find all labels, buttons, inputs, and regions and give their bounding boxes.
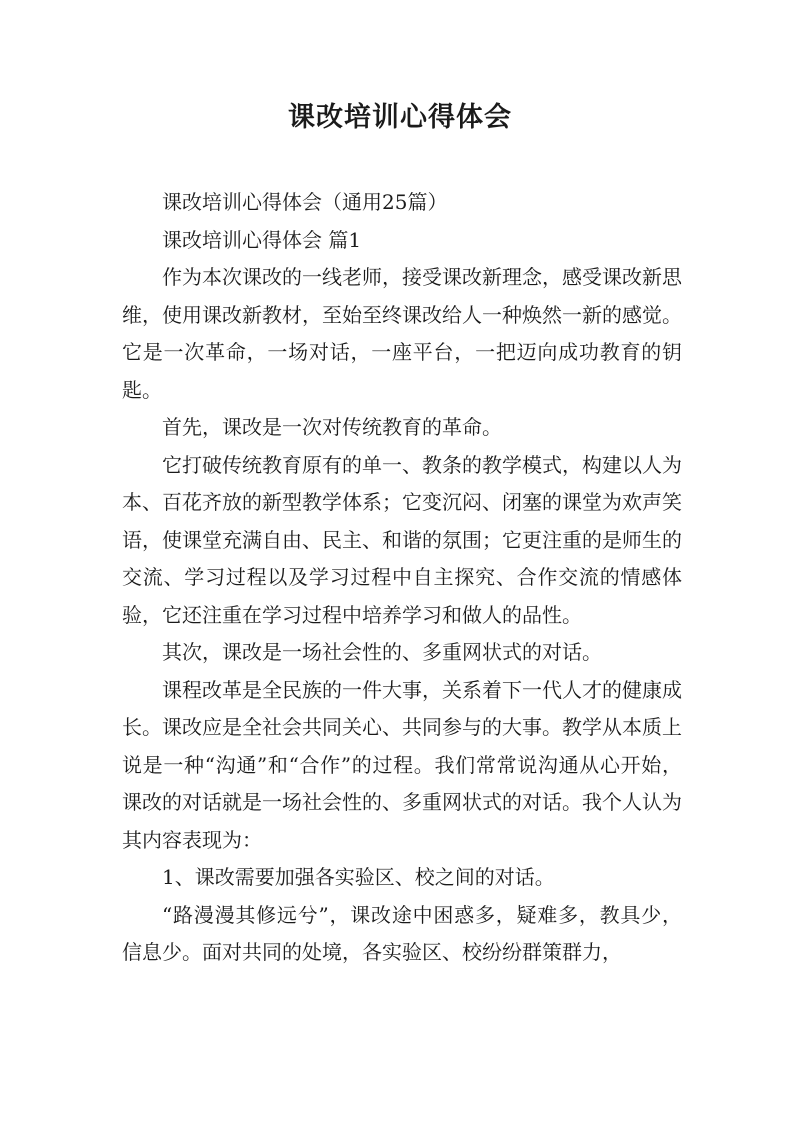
- paragraph: 作为本次课改的一线老师，接受课改新理念，感受课改新思维，使用课改新教材，至始至终课改给人一种焕然一新的感觉。它是一次革命，一场对话，一座平台，一把迈向成功教育的钥匙。: [122, 265, 682, 402]
- paragraph: 课程改革是全民族的一件大事，关系着下一代人才的健康成长。课改应是全社会共同关心、共同参与的大事。教学从本质上说是一种“沟通”和“合作”的过程。我们常常说沟通从心开始，课改的对话就是一场社会性的、多重网状式的对话。我个人认为其内容表现为：: [122, 677, 682, 852]
- paragraph: 1、课改需要加强各实验区、校之间的对话。: [162, 865, 555, 889]
- paragraph-section-heading: 课改培训心得体会 篇1: [162, 227, 362, 252]
- paragraph-subtitle: 课改培训心得体会（通用25篇）: [162, 190, 448, 214]
- paragraph: “路漫漫其修远兮”，课改途中困惑多，疑难多，教具少，信息少。面对共同的处境，各实验区、校纷纷群策群力，: [122, 902, 682, 964]
- paragraph: 它打破传统教育原有的单一、教条的教学模式，构建以人为本、百花齐放的新型教学体系；它变沉闷、闭塞的课堂为欢声笑语，使课堂充满自由、民主、和谐的氛围；它更注重的是师生的交流、学习过程以及学习过程中自主探究、合作交流的情感体验，它还注重在学习过程中培养学习和做人的品性。: [122, 452, 682, 627]
- paragraph: 其次，课改是一场社会性的、多重网状式的对话。: [162, 640, 602, 664]
- document-title: 课改培训心得体会: [288, 102, 512, 133]
- document-body: [122, 184, 682, 972]
- paragraph: 首先，课改是一次对传统教育的革命。: [162, 415, 502, 439]
